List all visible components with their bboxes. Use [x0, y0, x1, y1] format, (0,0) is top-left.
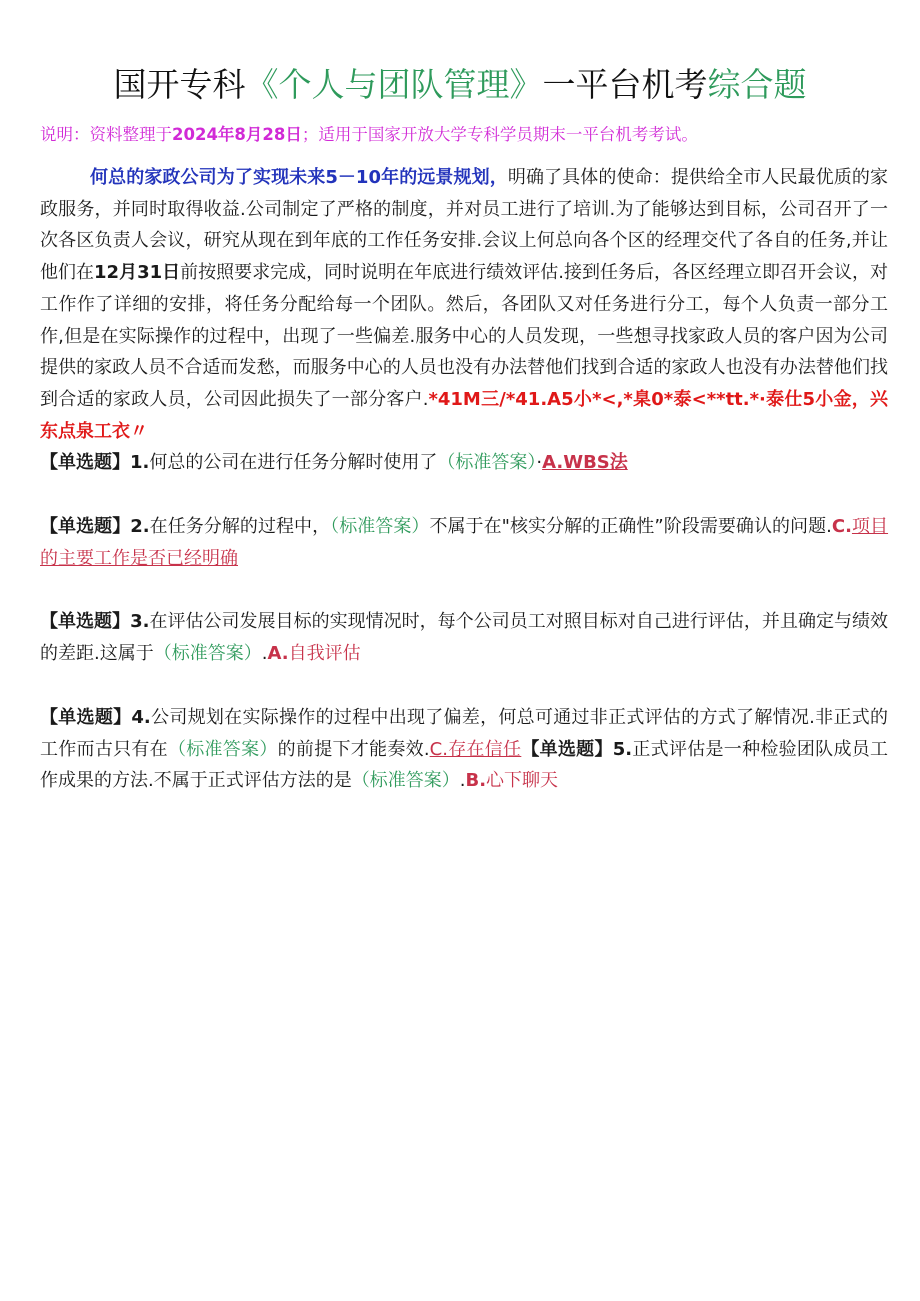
standard-answer-label: （标准答案） — [167, 738, 278, 760]
question-stem: 公司规划在实际操作的过程中出现了偏差，何总可通过非正式评估的方式了解情况.非正式的工作而古只有在 — [40, 706, 889, 760]
standard-answer-label: （标准答案） — [153, 643, 262, 665]
note-date: 2024年8月28日 — [172, 125, 302, 144]
question-stem-end: 的前提下才能奏效. — [277, 738, 430, 760]
question-stem: 正式评估是一种检验团队成员工作成果的方法.不属于正式评估方法的是 — [40, 738, 889, 792]
question-type-tag: 【单选题】 — [40, 516, 131, 538]
case-text-2: 前按照要求完成，同时说明在年底进行绩效评估.接到任务后，各区经理立即召开会议，对工作作了详细的安排，将任务分配给每一个团队。然后，各团队又对任务进行分工，每个人负责一部分工作,但是在实际操作的过程中，出现了一些偏差.服务中心的人员发现，一些想寻找家政人员的客户因为公司提供的家政人员不合适而发愁，而服务中心的人员也没有办法替他们找到合适的家政人也没有办法替他们找到合适的家政人员，公司因此损失了一部分客户. — [40, 262, 889, 410]
question-stem-end: · — [536, 452, 543, 474]
question-1 — [40, 447, 888, 479]
question-2 — [40, 511, 888, 574]
answer-text: C.存在信任 — [429, 738, 522, 760]
document-body — [40, 162, 888, 797]
question-stem: 在评估公司发展目标的实现情况时，每个公司员工对照目标对自己进行评估，并且确定与绩效的差距.这属于 — [40, 611, 889, 665]
standard-answer-label: （标准答案） — [330, 516, 430, 538]
answer-text: 心下聊天 — [486, 770, 559, 792]
case-lead: 何总的家政公司为了实现未来5－10年的远景规划， — [90, 167, 508, 188]
question-type-tag: 【单选题】 — [40, 706, 132, 728]
question-stem: 何总的公司在进行任务分解时使用了 — [149, 452, 438, 474]
answer-letter: B. — [465, 770, 487, 792]
question-number: 5. — [612, 738, 633, 760]
question-number: 2. — [130, 516, 150, 538]
question-stem: 在任务分解的过程中， — [149, 516, 331, 538]
answer-text: 自我评估 — [288, 643, 361, 665]
case-paragraph — [40, 162, 888, 447]
note-suffix: ；适用于国家开放大学专科学员期末一平台机考考试。 — [301, 125, 698, 144]
title-part-1: 国开专科 — [113, 65, 246, 104]
title-part-4: 综合题 — [707, 65, 807, 104]
question-stem-end: 不属于在"核实分解的正确性”阶段需要确认的问题. — [429, 516, 832, 538]
note-prefix: 说明：资料整理于 — [40, 125, 172, 144]
question-stem-end: . — [459, 770, 466, 792]
standard-answer-label: （标准答案） — [351, 770, 460, 792]
title-part-3: 一平台机考 — [542, 65, 708, 104]
case-garbled-text: *41M三/*41.A5小*<,*臬0*泰<**tt.*·泰仕5小金，兴东点泉工衣〃 — [40, 388, 888, 442]
case-deadline: 12月31日 — [94, 262, 181, 284]
question-number: 3. — [130, 611, 150, 633]
question-stem-end: . — [261, 643, 268, 665]
answer-letter: A. — [267, 643, 289, 665]
answer-letter: C. — [831, 516, 852, 538]
question-number: 4. — [131, 706, 151, 728]
case-text-1: 明确了具体的使命：提供给全市人民最优质的家政服务，并同时取得收益.公司制定了严格的制度，并对员工进行了培训.为了能够达到目标，公司召开了一次各区负责人会议，研究从现在到年底的工作任务安排.会议上何总向各个区的经理交代了各自的任务,并让他们在 — [40, 167, 888, 284]
question-3 — [40, 606, 888, 669]
description-note — [40, 122, 890, 148]
title-course-name: 《个人与团队管理》 — [245, 65, 543, 104]
standard-answer-label: （标准答案） — [437, 452, 537, 474]
answer-text: A.WBS法 — [542, 452, 628, 474]
question-type-tag: 【单选题】 — [40, 452, 130, 474]
question-type-tag: 【单选题】 — [521, 738, 613, 760]
question-type-tag: 【单选题】 — [40, 611, 131, 633]
question-4-and-5 — [40, 702, 888, 797]
question-number: 1. — [130, 452, 150, 474]
document-title — [0, 62, 920, 108]
answer-text: 项目的主要工作是否已经明确 — [40, 516, 889, 569]
